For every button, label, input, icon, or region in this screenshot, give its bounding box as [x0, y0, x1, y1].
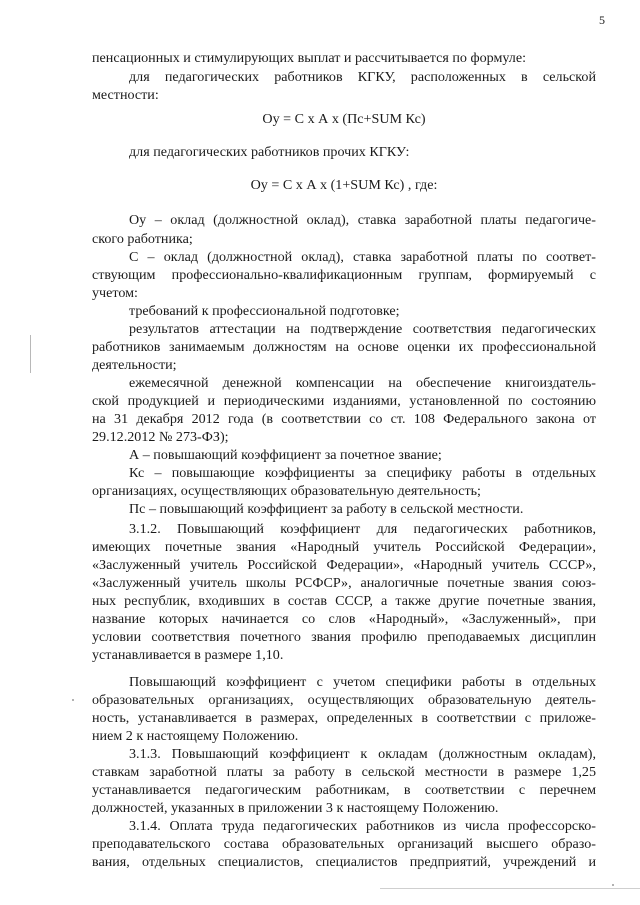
- text-line: ежемесячной денежной компенсации на обеспечение книгоиздатель-: [129, 375, 596, 391]
- text-line: 3.1.3. Повышающий коэффициент к окладам (должностным окладам),: [129, 746, 596, 762]
- text-line: 3.1.2. Повышающий коэффициент для педагогических работников,: [129, 521, 596, 537]
- text-line: «Заслуженный учитель Российской Федерации», «Народный учитель СССР»,: [92, 557, 596, 573]
- text-line: преподавательского состава образовательных организаций высшего образо-: [92, 836, 596, 852]
- text-line: работников занимаемым должностям на основе оценки их профессиональной: [92, 339, 596, 355]
- scan-dot: [612, 884, 614, 886]
- text-line: устанавливается педагогическим работникам, в соответствии с перечнем: [92, 782, 596, 798]
- text-line: для педагогических работников КГКУ, расположенных в сельской: [129, 69, 596, 85]
- text-line: Оу – оклад (должностной оклад), ставка заработной платы педагогиче-: [129, 212, 596, 228]
- text-line: 3.1.4. Оплата труда педагогических работников из числа профессорско-: [129, 818, 596, 834]
- text-line: вания, отдельных специалистов, специалистов предприятий, учреждений и: [92, 854, 596, 870]
- scan-edge-line: [380, 888, 640, 889]
- text-line: название которых начинается со слов «Народный», «Заслуженный», при: [92, 611, 596, 627]
- text-line: требований к профессиональной подготовке;: [129, 303, 400, 319]
- text-line: 29.12.2012 № 273-ФЗ);: [92, 429, 229, 445]
- formula-other: Оу = С x А x (1+SUM Кс) , где:: [250, 177, 438, 193]
- text-line: нием 2 к настоящему Положению.: [92, 728, 299, 744]
- text-line: для педагогических работников прочих КГКУ:: [129, 144, 410, 160]
- scan-dot: [72, 699, 74, 701]
- text-line: «Заслуженный учитель школы РСФСР», аналогичные почетные звания союз-: [92, 575, 596, 591]
- text-line: С – оклад (должностной оклад), ставка заработной платы по соответ-: [129, 249, 596, 265]
- text-line: ность, устанавливается в размерах, определенных в соответствии с приложе-: [92, 710, 596, 726]
- text-line: ствующим профессионально-квалификационным группам, формируемый с: [92, 267, 596, 283]
- text-line: ных республик, входивших в состав СССР, а также другие почетные звания,: [92, 593, 596, 609]
- text-line: Пс – повышающий коэффициент за работу в сельской местности.: [129, 501, 524, 517]
- text-line: результатов аттестации на подтверждение соответствия педагогических: [129, 321, 596, 337]
- text-line: ского работника;: [92, 231, 193, 247]
- text-line: А – повышающий коэффициент за почетное звание;: [129, 447, 442, 463]
- formula-rural: Оу = С x А x (Пс+SUM Кс): [262, 111, 426, 127]
- text-line: ставкам заработной платы за работу в сельской местности в размере 1,25: [92, 764, 596, 780]
- text-line: учетом:: [92, 285, 138, 301]
- text-line: деятельности;: [92, 357, 177, 373]
- text-line: пенсационных и стимулирующих выплат и рассчитывается по формуле:: [92, 50, 527, 66]
- text-line: образовательных организациях, осуществляющих образовательную деятель-: [92, 692, 596, 708]
- text-line: Повышающий коэффициент с учетом специфики работы в отдельных: [129, 674, 596, 690]
- text-line: должностей, указанных в приложении 3 к настоящему Положению.: [92, 800, 499, 816]
- text-line: местности:: [92, 87, 159, 103]
- scan-mark: [30, 335, 31, 373]
- text-line: ской продукцией и периодическими изданиями, установленной по состоянию: [92, 393, 596, 409]
- text-line: на 31 декабря 2012 года (в соответствии со ст. 108 Федерального закона от: [92, 411, 596, 427]
- text-line: имеющих почетные звания «Народный учитель Российской Федерации»,: [92, 539, 596, 555]
- text-line: условии соответствия почетного звания профилю преподаваемых дисциплин: [92, 629, 596, 645]
- page-number: 5: [599, 13, 605, 27]
- text-line: организациях, осуществляющих образовательную деятельность;: [92, 483, 481, 499]
- text-line: устанавливается в размере 1,10.: [92, 647, 284, 663]
- text-line: Кс – повышающие коэффициенты за специфику работы в отдельных: [129, 465, 596, 481]
